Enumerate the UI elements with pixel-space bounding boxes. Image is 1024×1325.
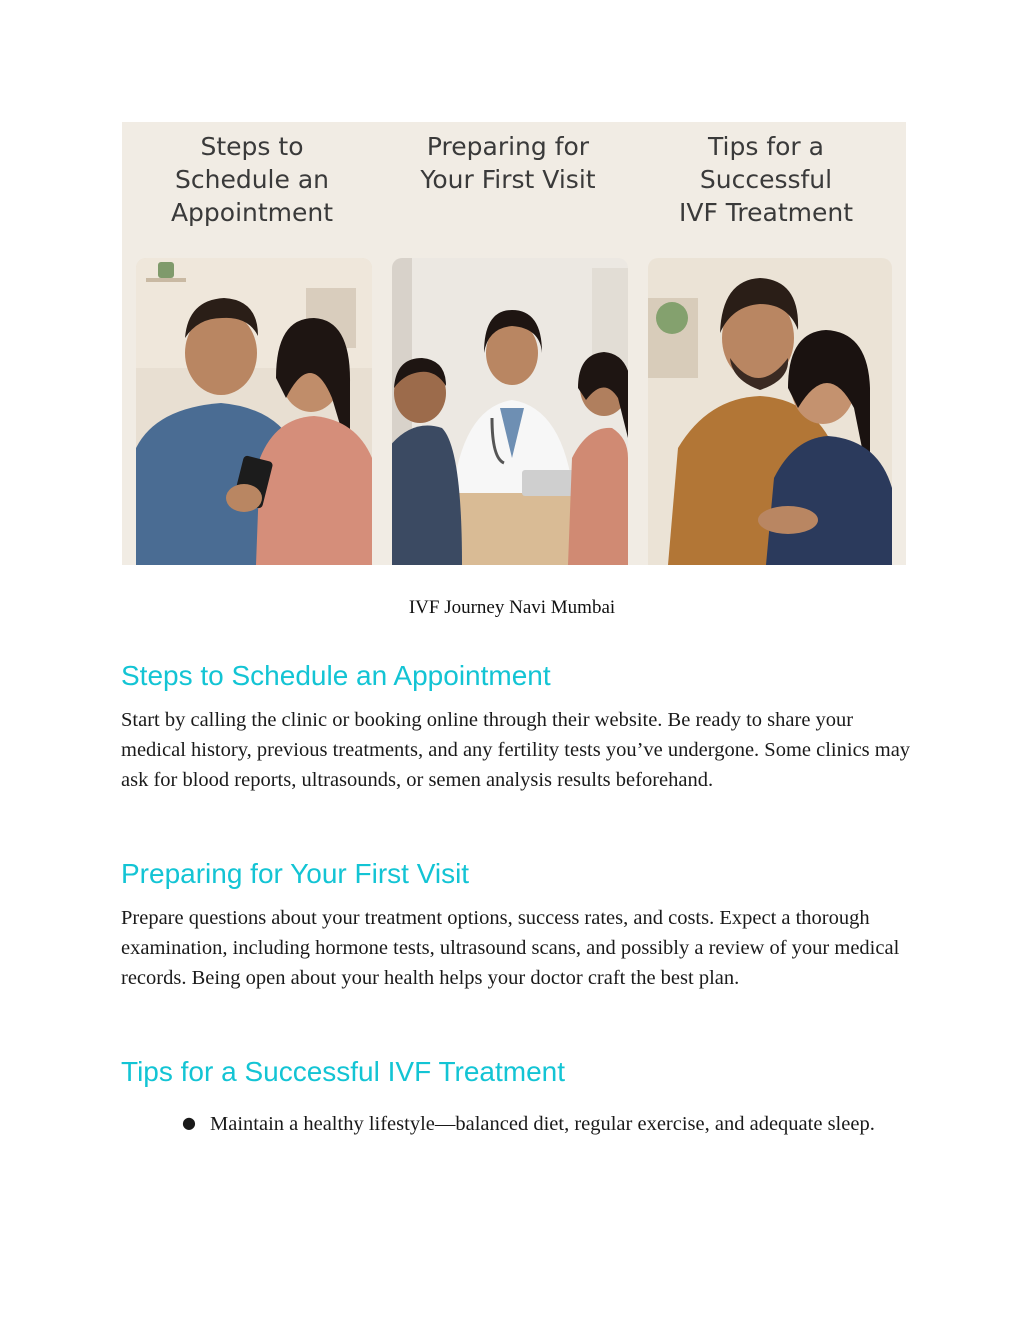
bullet-text: Maintain a healthy lifestyle—balanced diet, regular exercise, and adequate sleep.: [210, 1113, 875, 1135]
bullet-dot-icon: ●: [182, 1113, 196, 1132]
hero-heading-tips: Tips for a Successful IVF Treatment: [678, 132, 853, 227]
paragraph-steps-to-schedule: Start by calling the clinic or booking online through their website. Be ready to share your medical history, previous treatments, and any fertility tests you’ve undergone. Some clinics may ask for blood reports, ultrasounds, or semen analysis results beforehand.: [121, 709, 911, 791]
hero-heading-first-visit: Preparing for Your First Visit: [420, 132, 596, 194]
photo-couple-embracing: [648, 258, 892, 565]
hero-heading-schedule: Steps to Schedule an Appointment: [170, 132, 334, 227]
photo-couple-with-phone: [136, 258, 372, 565]
hero-collage-image: [122, 122, 906, 565]
heading-steps-to-schedule: Steps to Schedule an Appointment: [121, 660, 551, 691]
paragraph-preparing-first-visit: Prepare questions about your treatment options, success rates, and costs. Expect a thorough examination, including hormone tests, ultrasound scans, and possibly a review of your medical records. Being open about your health helps your doctor craft the best plan.: [121, 907, 900, 989]
photo-doctor-consultation: [392, 258, 628, 565]
image-caption: IVF Journey Navi Mumbai: [408, 597, 616, 618]
tips-bullet-list: [160, 1100, 880, 1148]
heading-preparing-first-visit: Preparing for Your First Visit: [121, 858, 470, 889]
heading-tips-successful-ivf: Tips for a Successful IVF Treatment: [121, 1056, 566, 1087]
list-item: [160, 1100, 880, 1148]
